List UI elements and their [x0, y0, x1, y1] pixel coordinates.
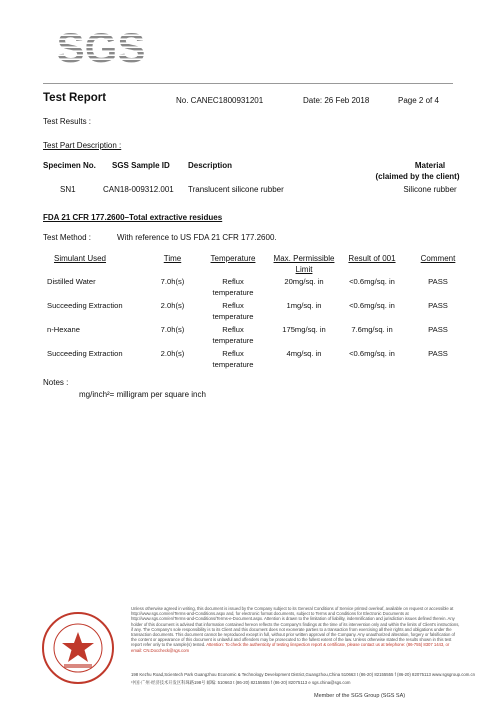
temperature-cell — [200, 324, 266, 346]
header-divider — [43, 83, 453, 84]
test-method-label: Test Method : — [43, 233, 92, 242]
result-cell: <0.6mg/sq. in — [349, 349, 395, 358]
comment-cell: PASS — [428, 277, 448, 286]
result-cell: 7.6mg/sq. in — [351, 325, 393, 334]
notes-text: mg/inch²= milligram per square inch — [79, 390, 206, 399]
authenticity-notice: Attention: To check the authenticity of testing /inspection report & certificate, please contact us at telephone: (86-755) 8307 1443, or email: CN.Doccheck@sgs.com — [131, 642, 450, 653]
time-cell: 2.0h(s) — [160, 301, 185, 310]
description-header: Description — [188, 161, 233, 170]
material-value: Silicone rubber — [403, 185, 457, 194]
disclaimer-text: Unless otherwise agreed in writing, this document is issued by the Company subject to its General Conditions of Service printed overleaf, available on request or accessible at http://www.sgs.com/en/Terms-and-Conditions.aspx and, for electronic format documents, subject to Terms and Conditions for Electronic Documents at http://www.sgs.com/en/Terms-and-Conditions/Terms-e-Document.aspx. Attention is drawn to the limitation of liability, indemnification and jurisdiction issues defined therein. Any holder of this document is advised that information contained hereon reflects the Company's findings at the time of its intervention only and within the limits of Client's instructions, if any. The Company's sole responsibility is to its Client and this document does not exonerate parties to a transaction from exercising all their rights and obligations under the transaction documents. This document cannot be reproduced except in full, without prior written approval of the Company. Any unauthorized alteration, forgery or falsification of the content or appearance of this document is unlawful and offenders may be prosecuted to the fullest extent of the law. Unless otherwise stated the results shown in this test report refer only to the sample(s) tested. — [131, 606, 460, 648]
max-limit-cell: 4mg/sq. in — [286, 349, 322, 358]
material-subheader: (claimed by the client) — [375, 172, 460, 181]
description-value: Translucent silicone rubber — [188, 185, 284, 194]
comment-cell: PASS — [428, 325, 448, 334]
temperature-line1: Reflux — [222, 301, 244, 310]
time-cell: 7.0h(s) — [160, 277, 185, 286]
temperature-header: Temperature — [210, 254, 256, 263]
page-indicator: Page 2 of 4 — [398, 96, 439, 105]
max-limit-header-line1: Max. Permissible — [273, 254, 335, 263]
max-limit-header — [265, 253, 343, 275]
temperature-cell — [200, 348, 266, 370]
temperature-line1: Reflux — [222, 277, 244, 286]
svg-text:SGS: SGS — [56, 24, 146, 71]
result-cell: <0.6mg/sq. in — [349, 277, 395, 286]
footer-disclaimer — [131, 606, 461, 653]
max-limit-cell: 175mg/sq. in — [282, 325, 326, 334]
specimen-no-header: Specimen No. — [43, 161, 96, 170]
temperature-line2: temperature — [212, 288, 254, 297]
simulant-cell: Succeeding Extraction — [47, 349, 123, 358]
fda-heading: FDA 21 CFR 177.2600–Total extractive residues — [43, 213, 223, 222]
result-header: Result of 001 — [348, 254, 396, 263]
company-seal — [40, 610, 116, 686]
temperature-line1: Reflux — [222, 325, 244, 334]
simulant-cell: n-Hexane — [47, 325, 80, 334]
address-english: 198 Kezhu Road,Scientech Park Guangzhou Economic & Technology Development District,Guangzhou,China 510663 t (86-20) 82155555 f (86-20) 82075113 www.sgsgroup.com.cn — [131, 672, 476, 677]
sample-id-header: SGS Sample ID — [112, 161, 170, 170]
address-chinese: 中国·广州·经济技术开发区科珠路198号 邮编: 510663 t (86-20) 82155555 f (86-20) 82075113 e sgs.china@sgs.com — [131, 680, 351, 685]
temperature-line2: temperature — [212, 360, 254, 369]
time-cell: 2.0h(s) — [160, 349, 185, 358]
test-results-label: Test Results : — [43, 117, 92, 126]
temperature-line2: temperature — [212, 336, 254, 345]
sgs-logo — [56, 24, 146, 71]
material-header: Material — [414, 161, 446, 170]
comment-cell: PASS — [428, 349, 448, 358]
specimen-no-value: SN1 — [60, 185, 76, 194]
time-cell: 7.0h(s) — [160, 325, 185, 334]
simulant-cell: Succeeding Extraction — [47, 301, 123, 310]
temperature-line2: temperature — [212, 312, 254, 321]
notes-label: Notes : — [43, 378, 69, 387]
member-line: Member of the SGS Group (SGS SA) — [314, 693, 406, 699]
result-cell: <0.6mg/sq. in — [349, 301, 395, 310]
report-title: Test Report — [43, 92, 107, 104]
comment-header: Comment — [420, 254, 456, 263]
temperature-cell — [200, 276, 266, 298]
max-limit-cell: 20mg/sq. in — [284, 277, 324, 286]
max-limit-header-line2: Limit — [295, 265, 313, 274]
sample-id-value: CAN18-009312.001 — [103, 185, 174, 194]
simulant-header: Simulant Used — [53, 254, 107, 263]
simulant-cell: Distilled Water — [47, 277, 96, 286]
temperature-line1: Reflux — [222, 349, 244, 358]
time-header: Time — [163, 254, 182, 263]
test-method-text: With reference to US FDA 21 CFR 177.2600. — [117, 233, 277, 242]
report-date: Date: 26 Feb 2018 — [303, 96, 370, 105]
comment-cell: PASS — [428, 301, 448, 310]
test-part-description-label: Test Part Description : — [43, 141, 122, 150]
temperature-cell — [200, 300, 266, 322]
report-number: No. CANEC1800931201 — [176, 96, 264, 105]
max-limit-cell: 1mg/sq. in — [286, 301, 322, 310]
